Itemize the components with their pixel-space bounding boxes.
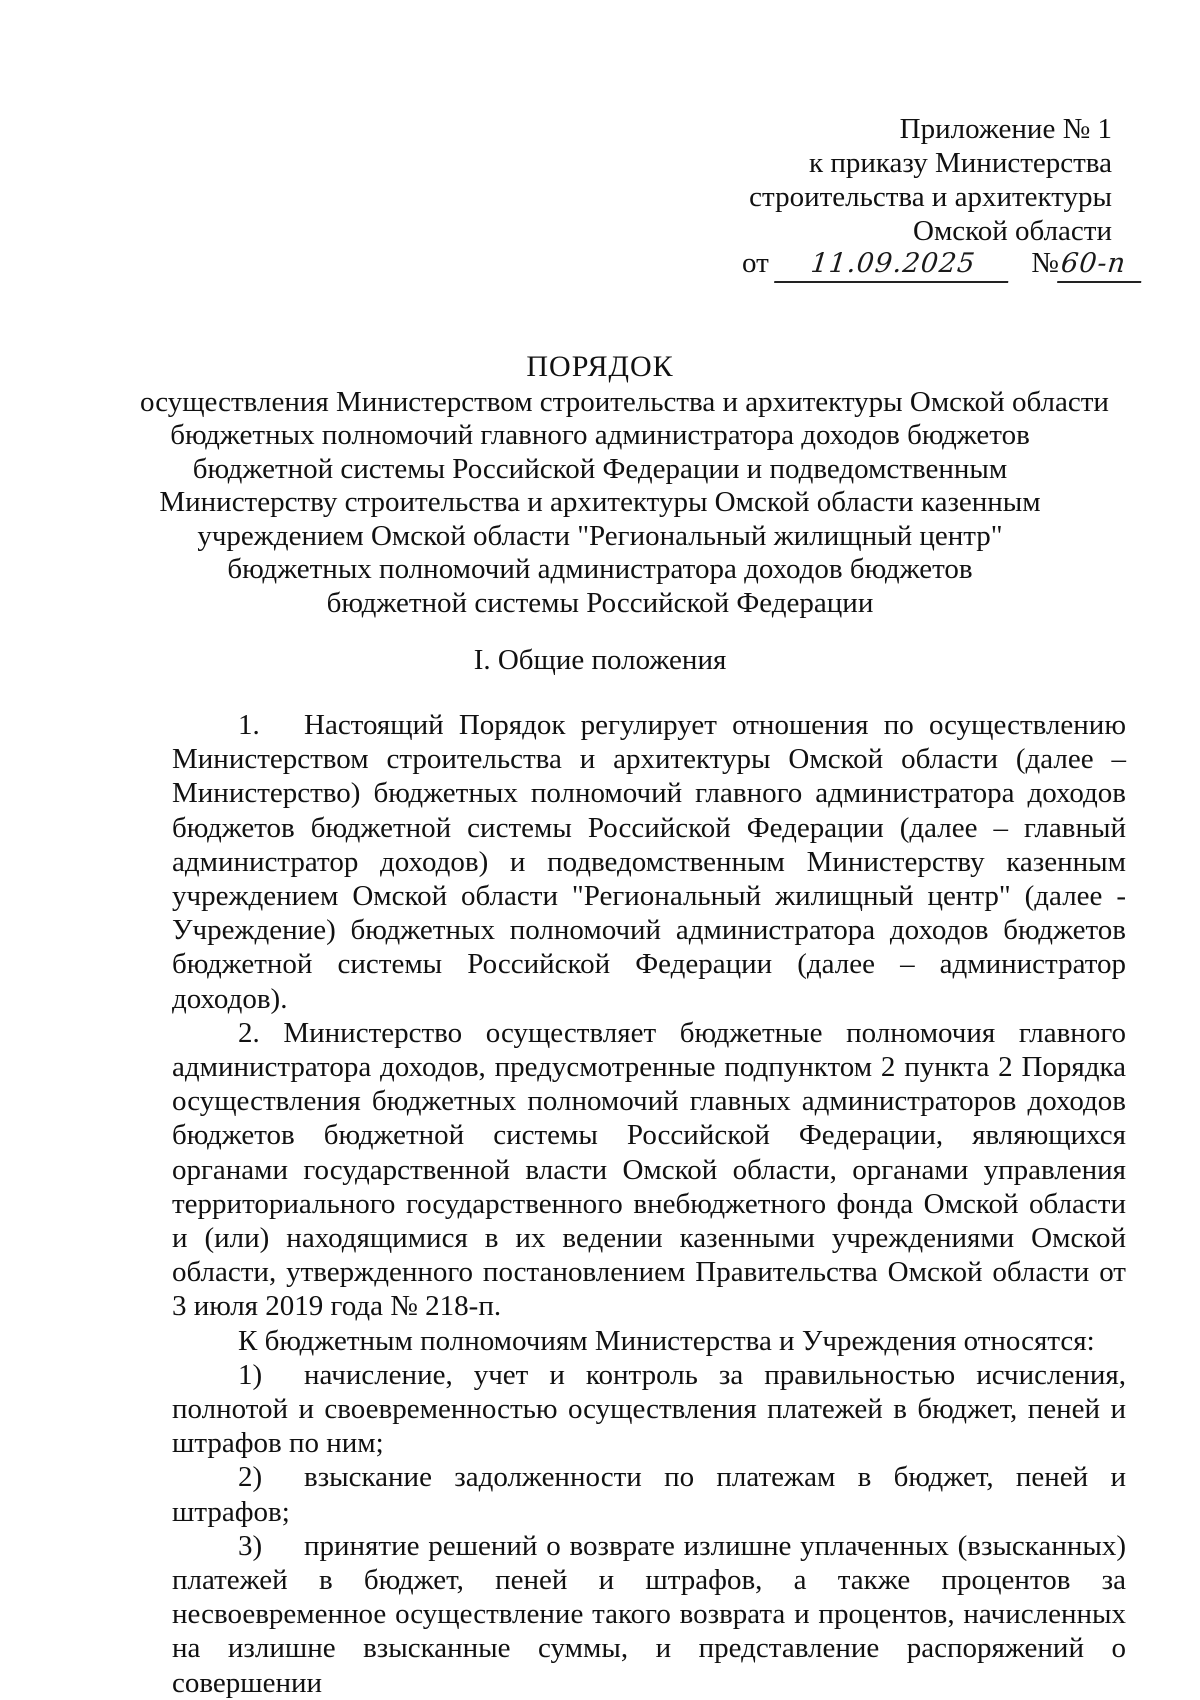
paragraph-text: Настоящий Порядок регулирует отношения по осуществлению Министерством строительства и архитектуры Омской области (далее – Министерство) бюджетных полномочий главного администратора доходов бюджетов бюджетной системы Российской Федерации (далее – главный администратор доходов) и подведомственным Министерству казенным учреждением Омской области "Региональный жилищный центр" (далее - Учреждение) бюджетных полномочий администратора доходов бюджетов бюджетной системы Российской Федерации (далее – администратор доходов). [172,709,1126,1015]
list-item-number: 1) [238,1358,263,1391]
title-line: бюджетной системы Российской Федерации [326,586,874,619]
paragraph-2: 2. Министерство осуществляет бюджетные полномочия главного администратора доходов, предусмотренные подпунктом 2 пункта 2 Порядка осуществления бюджетных полномочий главных администраторов доходов бюджетов бюджетной системы Российской Федерации, являющихся органами государственной власти Омской области, органами управления территориального государственного внебюджетного фонда Омской области и (или) находящимися в их ведении казенными учреждениями Омской области, утвержденного постановлением Правительства Омской области от 3 июля 2019 года № 218-п. [172,1016,1126,1323]
title-line: учреждением Омской области "Региональный жилищный центр" [197,519,1003,552]
list-item [172,1460,1126,1528]
document-title [140,350,1109,620]
appendix-line: Приложение № 1 [899,113,1112,145]
title-line: бюджетной системы Российской Федерации и подведомственным [192,452,1008,485]
title-line: бюджетных полномочий главного администратора доходов бюджетов [170,419,1030,451]
number-label: № [1031,247,1059,279]
title-line: бюджетных полномочий администратора доходов бюджетов [227,553,973,585]
title-line: Министерству строительства и архитектуры Омской области казенным [159,486,1041,518]
list-item-text: начисление, учет и контроль за правильностью исчисления, полнотой и своевременностью осуществления платежей в бюджет, пеней и штрафов по ним; [172,1358,1126,1460]
section-heading: I. Общие положения [473,644,727,676]
appendix-line: строительства и архитектуры [749,181,1112,213]
document-body [172,708,1126,1700]
title-main: ПОРЯДОК [526,350,674,383]
handwritten-date: 11.09.2025 [774,247,1012,283]
paragraph-1 [172,708,1126,1016]
paragraph-3: К бюджетным полномочиям Министерства и Учреждения относятся: [238,1324,1095,1357]
list-item [172,1529,1126,1700]
list-item [172,1358,1126,1461]
appendix-line: Омской области [913,215,1112,247]
list-item-text: взыскание задолженности по платежам в бюджет, пеней и штрафов; [172,1461,1126,1528]
paragraph-number: 1. [238,709,260,741]
list-item-number: 2) [238,1461,263,1494]
list-item-number: 3) [238,1529,263,1562]
date-label: от [742,247,769,279]
appendix-header [632,112,1112,248]
handwritten-number: 60-п [1057,247,1145,283]
appendix-line: к приказу Министерства [809,147,1112,179]
title-line: осуществления Министерством строительства и архитектуры Омской области [140,385,1109,418]
list-item-text: принятие решений о возврате излишне уплаченных (взысканных) платежей в бюджет, пеней и штрафов, а также процентов за несвоевременное осуществление такого возврата и процентов, начисленных на излишне взысканные суммы, и представление распоряжений о совершении [172,1529,1126,1699]
order-date-line [742,246,1143,283]
